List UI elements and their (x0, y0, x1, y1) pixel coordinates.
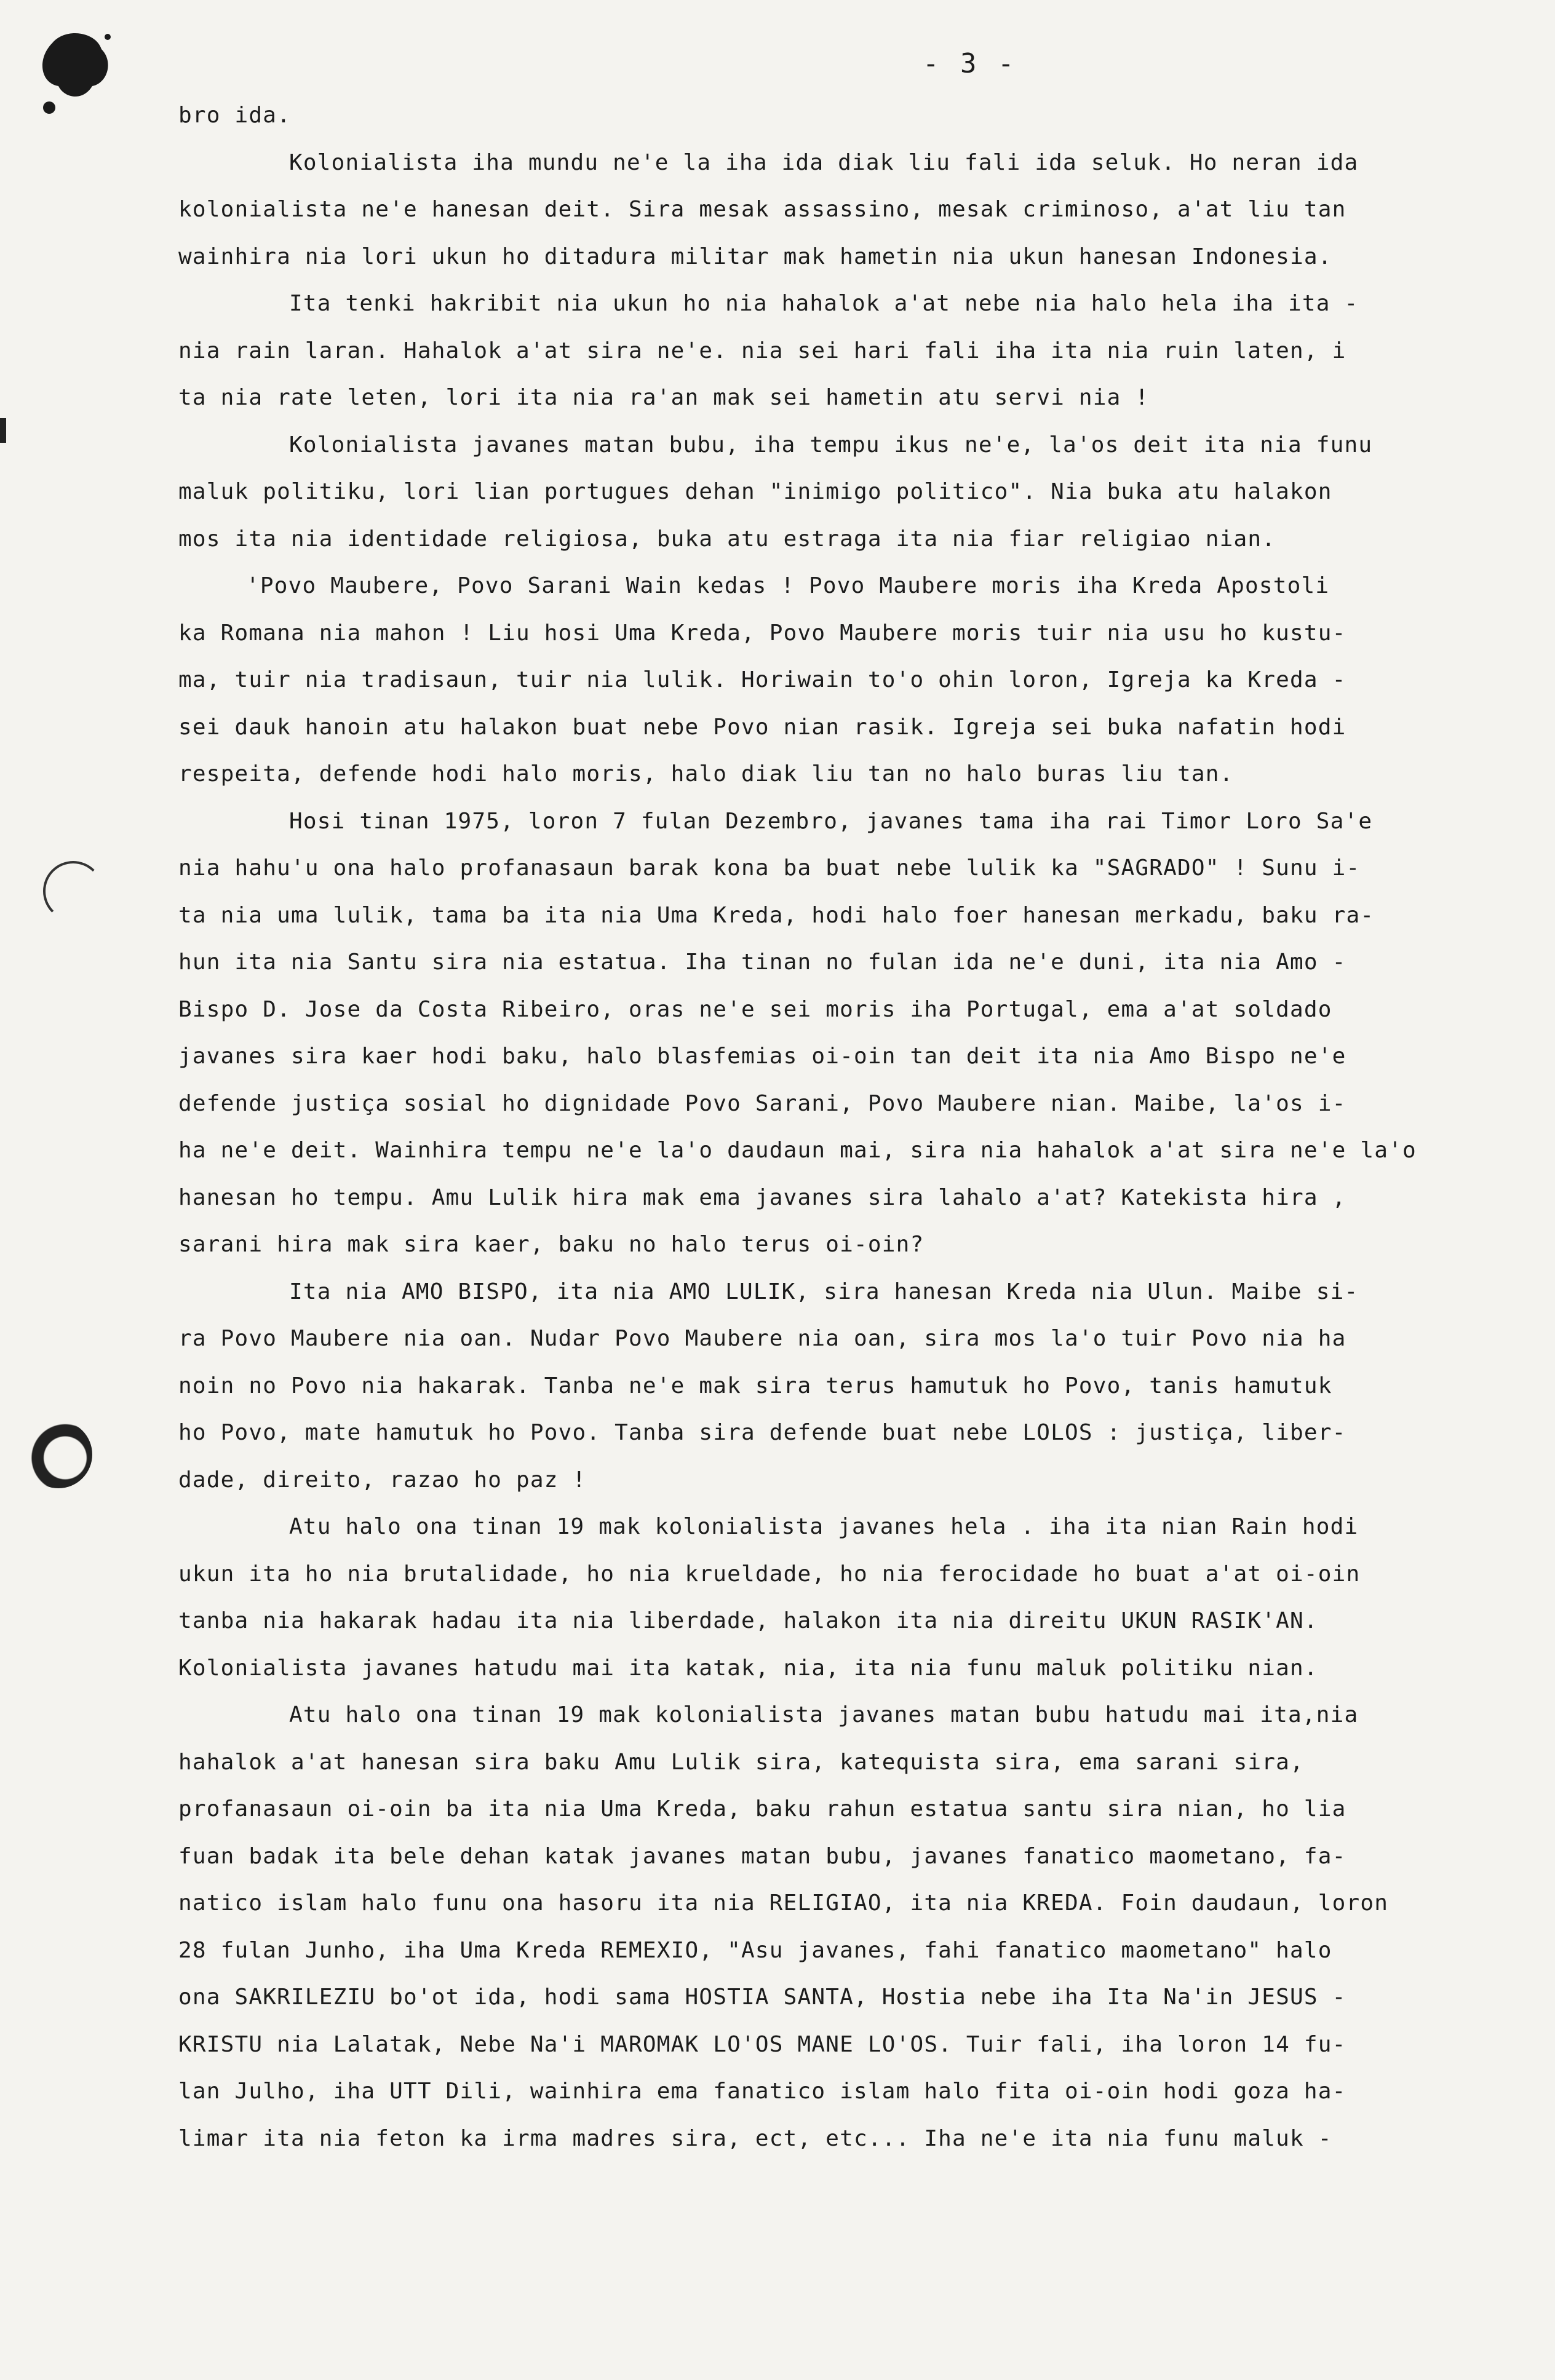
text-line: Hosi tinan 1975, loron 7 fulan Dezembro, javanes tama iha rai Timor Loro Sa'e (289, 808, 1373, 834)
text-line: hahalok a'at hanesan sira baku Amu Lulik sira, katequista sira, ema sarani sira, (178, 1749, 1304, 1775)
ink-stain-mark (28, 25, 120, 117)
text-line: kolonialista ne'e hanesan deit. Sira mesak assassino, mesak criminoso, a'at liu tan (178, 197, 1346, 222)
text-line: respeita, defende hodi halo moris, halo diak liu tan no halo buras liu tan. (178, 761, 1234, 787)
text-line: fuan badak ita bele dehan katak javanes matan bubu, javanes fanatico maometano, fa- (178, 1843, 1346, 1869)
text-line: KRISTU nia Lalatak, Nebe Na'i MAROMAK LO'OS MANE LO'OS. Tuir fali, iha loron 14 fu- (178, 2031, 1346, 2057)
text-line: lan Julho, iha UTT Dili, wainhira ema fanatico islam halo fita oi-oin hodi goza ha- (178, 2079, 1346, 2104)
text-line: Bispo D. Jose da Costa Ribeiro, oras ne'e sei moris iha Portugal, ema a'at soldado (178, 996, 1332, 1022)
text-line: ta nia rate leten, lori ita nia ra'an mak sei hametin atu servi nia ! (178, 385, 1150, 410)
text-line: bro ida. (178, 103, 291, 128)
text-line: Atu halo ona tinan 19 mak kolonialista javanes matan bubu hatudu mai ita,nia (289, 1702, 1359, 1727)
edge-mark (0, 418, 6, 443)
text-line: nia rain laran. Hahalok a'at sira ne'e. nia sei hari fali iha ita nia ruin laten, i (178, 338, 1346, 363)
text-line: ona SAKRILEZIU bo'ot ida, hodi sama HOSTIA SANTA, Hostia nebe iha Ita Na'in JESUS - (178, 1985, 1346, 2010)
body-text (178, 92, 1476, 2162)
text-line: ha ne'e deit. Wainhira tempu ne'e la'o daudaun mai, sira nia hahalok a'at sira ne'e la'o (178, 1138, 1417, 1163)
text-line: tanba nia hakarak hadau ita nia liberdade, halakon ita nia direitu UKUN RASIK'AN. (178, 1608, 1318, 1633)
text-line: Ita tenki hakribit nia ukun ho nia hahalok a'at nebe nia halo hela iha ita - (289, 291, 1359, 316)
text-line: maluk politiku, lori lian portugues dehan "inimigo politico". Nia buka atu halakon (178, 479, 1332, 504)
text-line: wainhira nia lori ukun ho ditadura militar mak hametin nia ukun hanesan Indonesia. (178, 244, 1332, 269)
text-line: 'Povo Maubere, Povo Sarani Wain kedas ! Povo Maubere moris iha Kreda Apostoli (246, 573, 1330, 598)
text-line: 28 fulan Junho, iha Uma Kreda REMEXIO, "Asu javanes, fahi fanatico maometano" halo (178, 1937, 1332, 1963)
text-line: ra Povo Maubere nia oan. Nudar Povo Maubere nia oan, sira mos la'o tuir Povo nia ha (178, 1326, 1346, 1351)
page-number: - 3 - (923, 48, 1017, 79)
punch-hole-mark (43, 861, 103, 921)
text-line: dade, direito, razao ho paz ! (178, 1467, 587, 1493)
text-line: mos ita nia identidade religiosa, buka atu estraga ita nia fiar religiao nian. (178, 526, 1276, 552)
text-line: ho Povo, mate hamutuk ho Povo. Tanba sira defende buat nebe LOLOS : justiça, liber- (178, 1420, 1346, 1445)
text-line: Kolonialista iha mundu ne'e la iha ida diak liu fali ida seluk. Ho neran ida (289, 149, 1359, 175)
punch-hole-mark (25, 1421, 92, 1488)
text-line: nia hahu'u ona halo profanasaun barak kona ba buat nebe lulik ka "SAGRADO" ! Sunu i- (178, 855, 1361, 881)
text-line: profanasaun oi-oin ba ita nia Uma Kreda, baku rahun estatua santu sira nian, ho lia (178, 1796, 1346, 1822)
text-line: Atu halo ona tinan 19 mak kolonialista javanes hela . iha ita nian Rain hodi (289, 1514, 1359, 1539)
text-line: sarani hira mak sira kaer, baku no halo terus oi-oin? (178, 1232, 925, 1257)
text-line: sei dauk hanoin atu halakon buat nebe Povo nian rasik. Igreja sei buka nafatin hodi (178, 714, 1346, 740)
text-line: noin no Povo nia hakarak. Tanba ne'e mak sira terus hamutuk ho Povo, tanis hamutuk (178, 1373, 1332, 1398)
text-line: hanesan ho tempu. Amu Lulik hira mak ema javanes sira lahalo a'at? Katekista hira , (178, 1184, 1346, 1210)
text-line: ukun ita ho nia brutalidade, ho nia krueldade, ho nia ferocidade ho buat a'at oi-oin (178, 1561, 1361, 1587)
text-line: ma, tuir nia tradisaun, tuir nia lulik. Horiwain to'o ohin loron, Igreja ka Kreda - (178, 667, 1346, 692)
text-line: defende justiça sosial ho dignidade Povo Sarani, Povo Maubere nian. Maibe, la'os i- (178, 1090, 1346, 1116)
text-line: limar ita nia feton ka irma madres sira, ect, etc... Iha ne'e ita nia funu maluk - (178, 2125, 1332, 2151)
text-line: javanes sira kaer hodi baku, halo blasfemias oi-oin tan deit ita nia Amo Bispo ne'e (178, 1044, 1346, 1069)
text-line: Ita nia AMO BISPO, ita nia AMO LULIK, sira hanesan Kreda nia Ulun. Maibe si- (289, 1279, 1359, 1304)
text-line: hun ita nia Santu sira nia estatua. Iha tinan no fulan ida ne'e duni, ita nia Amo - (178, 950, 1346, 975)
text-line: Kolonialista javanes matan bubu, iha tempu ikus ne'e, la'os deit ita nia funu (289, 432, 1373, 458)
text-line: natico islam halo funu ona hasoru ita nia RELIGIAO, ita nia KREDA. Foin daudaun, loron (178, 1890, 1389, 1916)
text-line: ta nia uma lulik, tama ba ita nia Uma Kreda, hodi halo foer hanesan merkadu, baku ra- (178, 902, 1375, 928)
text-line: ka Romana nia mahon ! Liu hosi Uma Kreda, Povo Maubere moris tuir nia usu ho kustu- (178, 620, 1346, 646)
text-line: Kolonialista javanes hatudu mai ita katak, nia, ita nia funu maluk politiku nian. (178, 1655, 1318, 1681)
